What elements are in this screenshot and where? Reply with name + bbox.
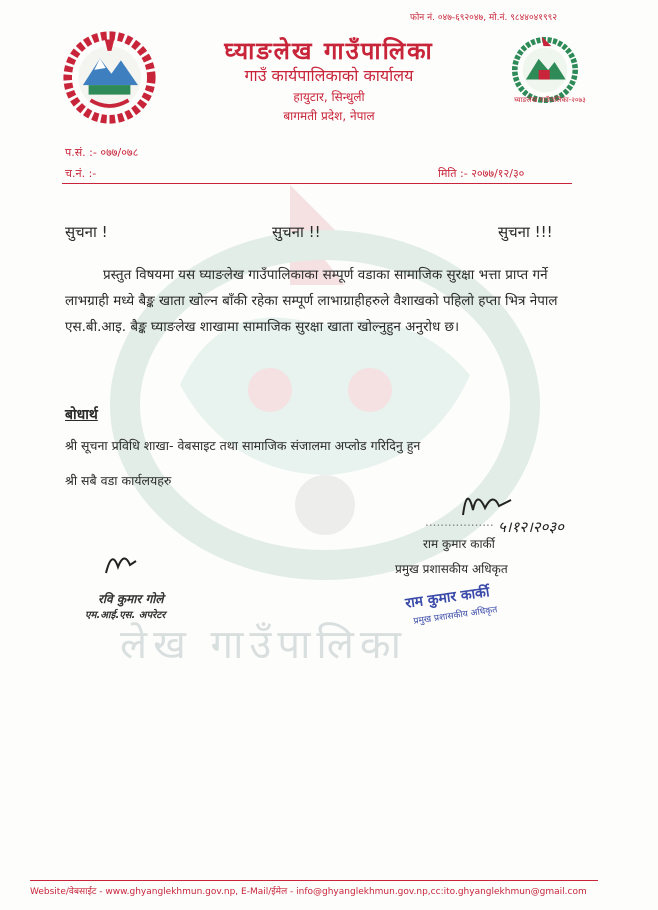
stamp-name: राम कुमार कार्की bbox=[404, 584, 491, 612]
address-line-1: हायुटार, सिन्धुली bbox=[293, 90, 365, 104]
right-logo-caption: घ्याङलेख गाउँपालिका-२०७३ bbox=[514, 96, 586, 104]
watermark-text: लेख गाउँपालिका bbox=[120, 622, 407, 668]
address-line-2: बागमती प्रदेश, नेपाल bbox=[283, 109, 375, 123]
signatory-name: राम कुमार कार्की bbox=[423, 537, 495, 551]
notice-3: सुचना !!! bbox=[498, 223, 553, 241]
footer-divider bbox=[30, 880, 598, 881]
signature-image bbox=[455, 480, 515, 520]
patra-sankhya: प.सं. :- ०७७/०७८ bbox=[65, 146, 139, 159]
bodharth-heading: बोधार्थ bbox=[65, 407, 98, 423]
letter-date: मिति :- २०७७/१२/३० bbox=[438, 167, 525, 180]
signature-dots: .................. bbox=[425, 515, 494, 529]
stamp-title: प्रमुख प्रशासकीय अधिकृत bbox=[412, 605, 498, 627]
municipality-title: घ्याङलेख गाउँपालिका bbox=[224, 37, 434, 65]
cc-item-it-section: श्री सूचना प्रविधि शाखा- वेबसाइट तथा सामाजिक संजालमा अप्लोड गरिदिनु हुन bbox=[65, 438, 421, 453]
office-subtitle: गाउँ कार्यपालिकाको कार्यालय bbox=[244, 66, 414, 85]
operator-signature bbox=[100, 545, 140, 581]
notice-2: सुचना !! bbox=[272, 223, 321, 241]
body-paragraph: प्रस्तुत विषयमा यस घ्याङलेख गाउँपालिकाका सम्पूर्ण वडाका सामाजिक सुरक्षा भत्ता प्राप्त गर्ने लाभग्राही मध्ये बैङ्क खाता खोल्न बाँकी रहेका सम्पूर्ण लाभाग्राहीहरुले वैशाखको पहिलो हप्ता भित्र नेपाल एस.बी.आइ. बैङ्क घ्याङलेख शाखामा सामाजिक सुरक्षा खाता खोल्नुहुन अनुरोध छ। bbox=[65, 267, 558, 335]
notice-1: सुचना ! bbox=[65, 223, 108, 241]
signature-date: ५।१२।२०३० bbox=[498, 518, 564, 536]
operator-title: एम.आई.एस. अपरेटर bbox=[85, 610, 166, 621]
header-divider bbox=[62, 183, 572, 184]
footer-contact: Website/वेबसाईट - www.ghyanglekhmun.gov.np, E-Mail/ईमेल - info@ghyanglekhmun.gov.np,cc:ito.ghyanglekhmun@gmail.com bbox=[30, 887, 587, 897]
signatory-title: प्रमुख प्रशासकीय अधिकृत bbox=[395, 562, 508, 576]
phone-numbers: फोन नं. ०४७-६९२०४७, मो.नं. ९८४४०४१९९२ bbox=[410, 13, 558, 23]
cc-item-ward-offices: श्री सबै वडा कार्यलयहरु bbox=[65, 473, 172, 488]
operator-name: रवि कुमार गोले bbox=[98, 592, 164, 606]
chalani-number: च.नं. :- bbox=[65, 167, 97, 180]
